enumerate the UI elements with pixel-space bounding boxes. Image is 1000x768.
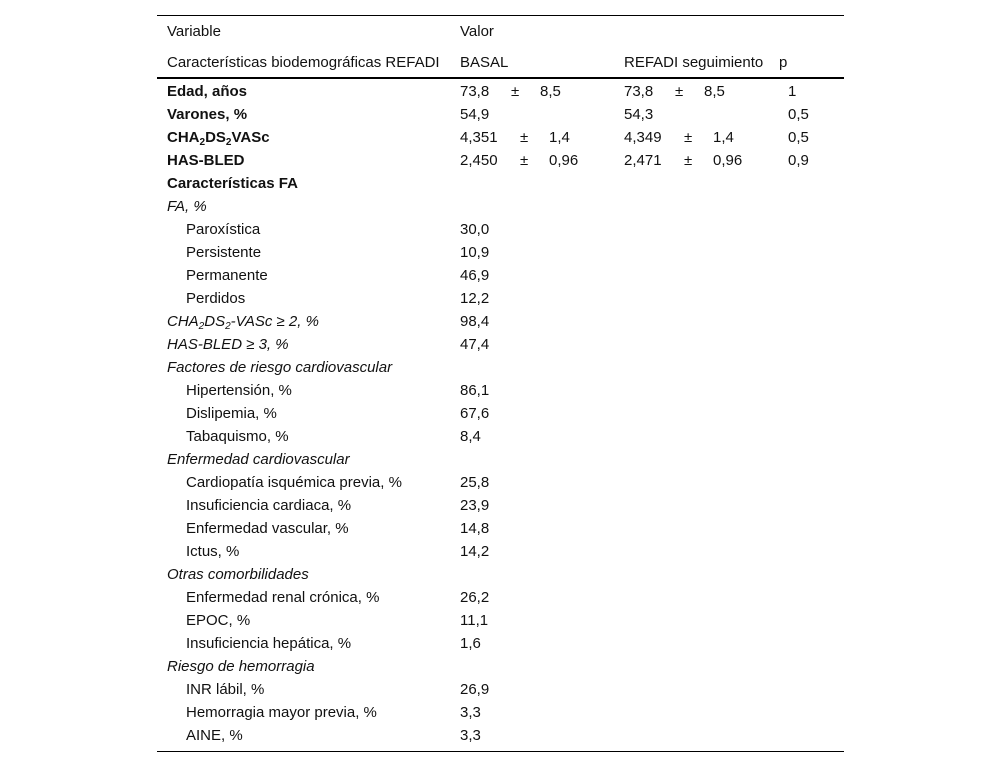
label-part: -VASc ≥ 2, % <box>230 313 319 330</box>
row-value: 3,3 <box>460 727 481 744</box>
row-label: Cardiopatía isquémica previa, % <box>186 474 402 491</box>
label-subscript: 2 <box>225 321 231 332</box>
seg-sd: 0,96 <box>713 152 743 169</box>
table-row <box>157 724 844 747</box>
label-part: CHA <box>167 129 200 146</box>
label-subscript: 2 <box>198 321 205 332</box>
table-row <box>157 609 844 632</box>
label-part: DS <box>204 313 226 330</box>
table-row <box>157 80 844 103</box>
row-value: 26,2 <box>460 589 490 606</box>
group-heading <box>157 448 844 471</box>
table-row <box>157 126 844 149</box>
row-label: HAS-BLED ≥ 3, % <box>167 336 289 353</box>
table-row <box>157 241 844 264</box>
seg-mean: 73,8 <box>624 83 654 100</box>
row-value: 23,9 <box>460 497 490 514</box>
row-value: 1,6 <box>460 635 481 652</box>
table-row <box>157 632 844 655</box>
row-value: 11,1 <box>460 612 489 629</box>
table-row <box>157 103 844 126</box>
row-value: 30,0 <box>460 221 490 238</box>
table-row <box>157 586 844 609</box>
row-label: INR lábil, % <box>186 681 265 698</box>
basal-sd: 0,96 <box>549 152 579 169</box>
header-row <box>157 20 844 43</box>
group-heading <box>157 195 844 218</box>
row-label: Tabaquismo, % <box>186 428 289 445</box>
row-value: 3,3 <box>460 704 481 721</box>
p-value: 1 <box>788 83 797 100</box>
row-value: 26,9 <box>460 681 490 698</box>
label-part: DS <box>205 129 226 146</box>
row-label: Insuficiencia hepática, % <box>186 635 352 652</box>
row-label: HAS-BLED <box>167 152 245 169</box>
group-heading <box>157 356 844 379</box>
group-label: Riesgo de hemorragia <box>167 658 315 675</box>
table-row <box>157 402 844 425</box>
basal-sd: 8,5 <box>540 83 561 100</box>
section-heading <box>157 172 844 195</box>
table-row <box>157 149 844 172</box>
seg-mean: 54,3 <box>624 106 654 123</box>
row-value: 14,8 <box>460 520 490 537</box>
basal-mean: 2,450 <box>460 152 498 169</box>
row-value: 46,9 <box>460 267 490 284</box>
row-value: 10,9 <box>460 244 490 261</box>
row-label: Ictus, % <box>186 543 240 560</box>
row-value: 12,2 <box>460 290 490 307</box>
label-subscript: 2 <box>199 137 206 148</box>
section-label: Características FA <box>167 175 298 192</box>
label-subscript: 2 <box>225 137 232 148</box>
group-label: Otras comorbilidades <box>167 566 309 583</box>
row-value: 47,4 <box>460 336 490 353</box>
table-row <box>157 494 844 517</box>
basal-mean: 73,8 <box>460 83 490 100</box>
seg-plusminus: ± <box>684 152 693 169</box>
seg-sd: 8,5 <box>704 83 725 100</box>
table-row <box>157 678 844 701</box>
group-label: FA, % <box>167 198 207 215</box>
header-valor: Valor <box>460 23 494 40</box>
basal-plusminus: ± <box>520 152 529 169</box>
row-value: 8,4 <box>460 428 481 445</box>
basal-mean: 54,9 <box>460 106 490 123</box>
table-row <box>157 333 844 356</box>
table-row <box>157 287 844 310</box>
row-value: 98,4 <box>460 313 490 330</box>
table-row <box>157 540 844 563</box>
row-value: 86,1 <box>460 382 490 399</box>
basal-mean: 4,351 <box>460 129 498 146</box>
row-label: Dislipemia, % <box>186 405 277 422</box>
table-top-rule <box>157 15 844 16</box>
table-row <box>157 425 844 448</box>
group-heading <box>157 563 844 586</box>
row-label: Perdidos <box>186 290 246 307</box>
subheader-label: Características biodemográficas REFADI <box>167 54 440 71</box>
row-label: Permanente <box>186 267 268 284</box>
header-basal: BASAL <box>460 54 509 71</box>
header-p: p <box>779 54 788 71</box>
row-label: Paroxística <box>186 221 261 238</box>
seg-plusminus: ± <box>684 129 693 146</box>
table-row <box>157 701 844 724</box>
table-row <box>157 517 844 540</box>
row-label: Persistente <box>186 244 262 261</box>
header-seguimiento: REFADI seguimiento <box>624 54 764 71</box>
row-label: Varones, % <box>167 106 248 123</box>
header-rule <box>157 77 844 79</box>
group-label: Factores de riesgo cardiovascular <box>167 359 393 376</box>
row-value: 14,2 <box>460 543 490 560</box>
seg-plusminus: ± <box>675 83 684 100</box>
basal-sd: 1,4 <box>549 129 570 146</box>
seg-mean: 4,349 <box>624 129 662 146</box>
row-label: EPOC, % <box>186 612 251 629</box>
row-label: Hipertensión, % <box>186 382 292 399</box>
table-row <box>157 310 844 333</box>
p-value: 0,5 <box>788 106 809 123</box>
basal-plusminus: ± <box>511 83 520 100</box>
p-value: 0,5 <box>788 129 809 146</box>
row-label: AINE, % <box>186 727 243 744</box>
basal-plusminus: ± <box>520 129 529 146</box>
group-label: Enfermedad cardiovascular <box>167 451 350 468</box>
row-value: 25,8 <box>460 474 490 491</box>
seg-sd: 1,4 <box>713 129 734 146</box>
subheader-row <box>157 51 844 74</box>
label-part: VASc <box>231 129 270 146</box>
row-label: Edad, años <box>167 83 248 100</box>
table-row <box>157 379 844 402</box>
table-row <box>157 218 844 241</box>
table-bottom-rule <box>157 751 844 752</box>
row-label <box>167 126 270 149</box>
table-row <box>157 471 844 494</box>
table-row <box>157 264 844 287</box>
row-value: 67,6 <box>460 405 490 422</box>
row-label: Hemorragia mayor previa, % <box>186 704 377 721</box>
header-variable: Variable <box>167 23 221 40</box>
group-heading <box>157 655 844 678</box>
row-label: Enfermedad vascular, % <box>186 520 349 537</box>
label-part: CHA <box>167 313 199 330</box>
row-label <box>167 310 319 333</box>
p-value: 0,9 <box>788 152 809 169</box>
seg-mean: 2,471 <box>624 152 662 169</box>
row-label: Insuficiencia cardiaca, % <box>186 497 352 514</box>
row-label: Enfermedad renal crónica, % <box>186 589 380 606</box>
